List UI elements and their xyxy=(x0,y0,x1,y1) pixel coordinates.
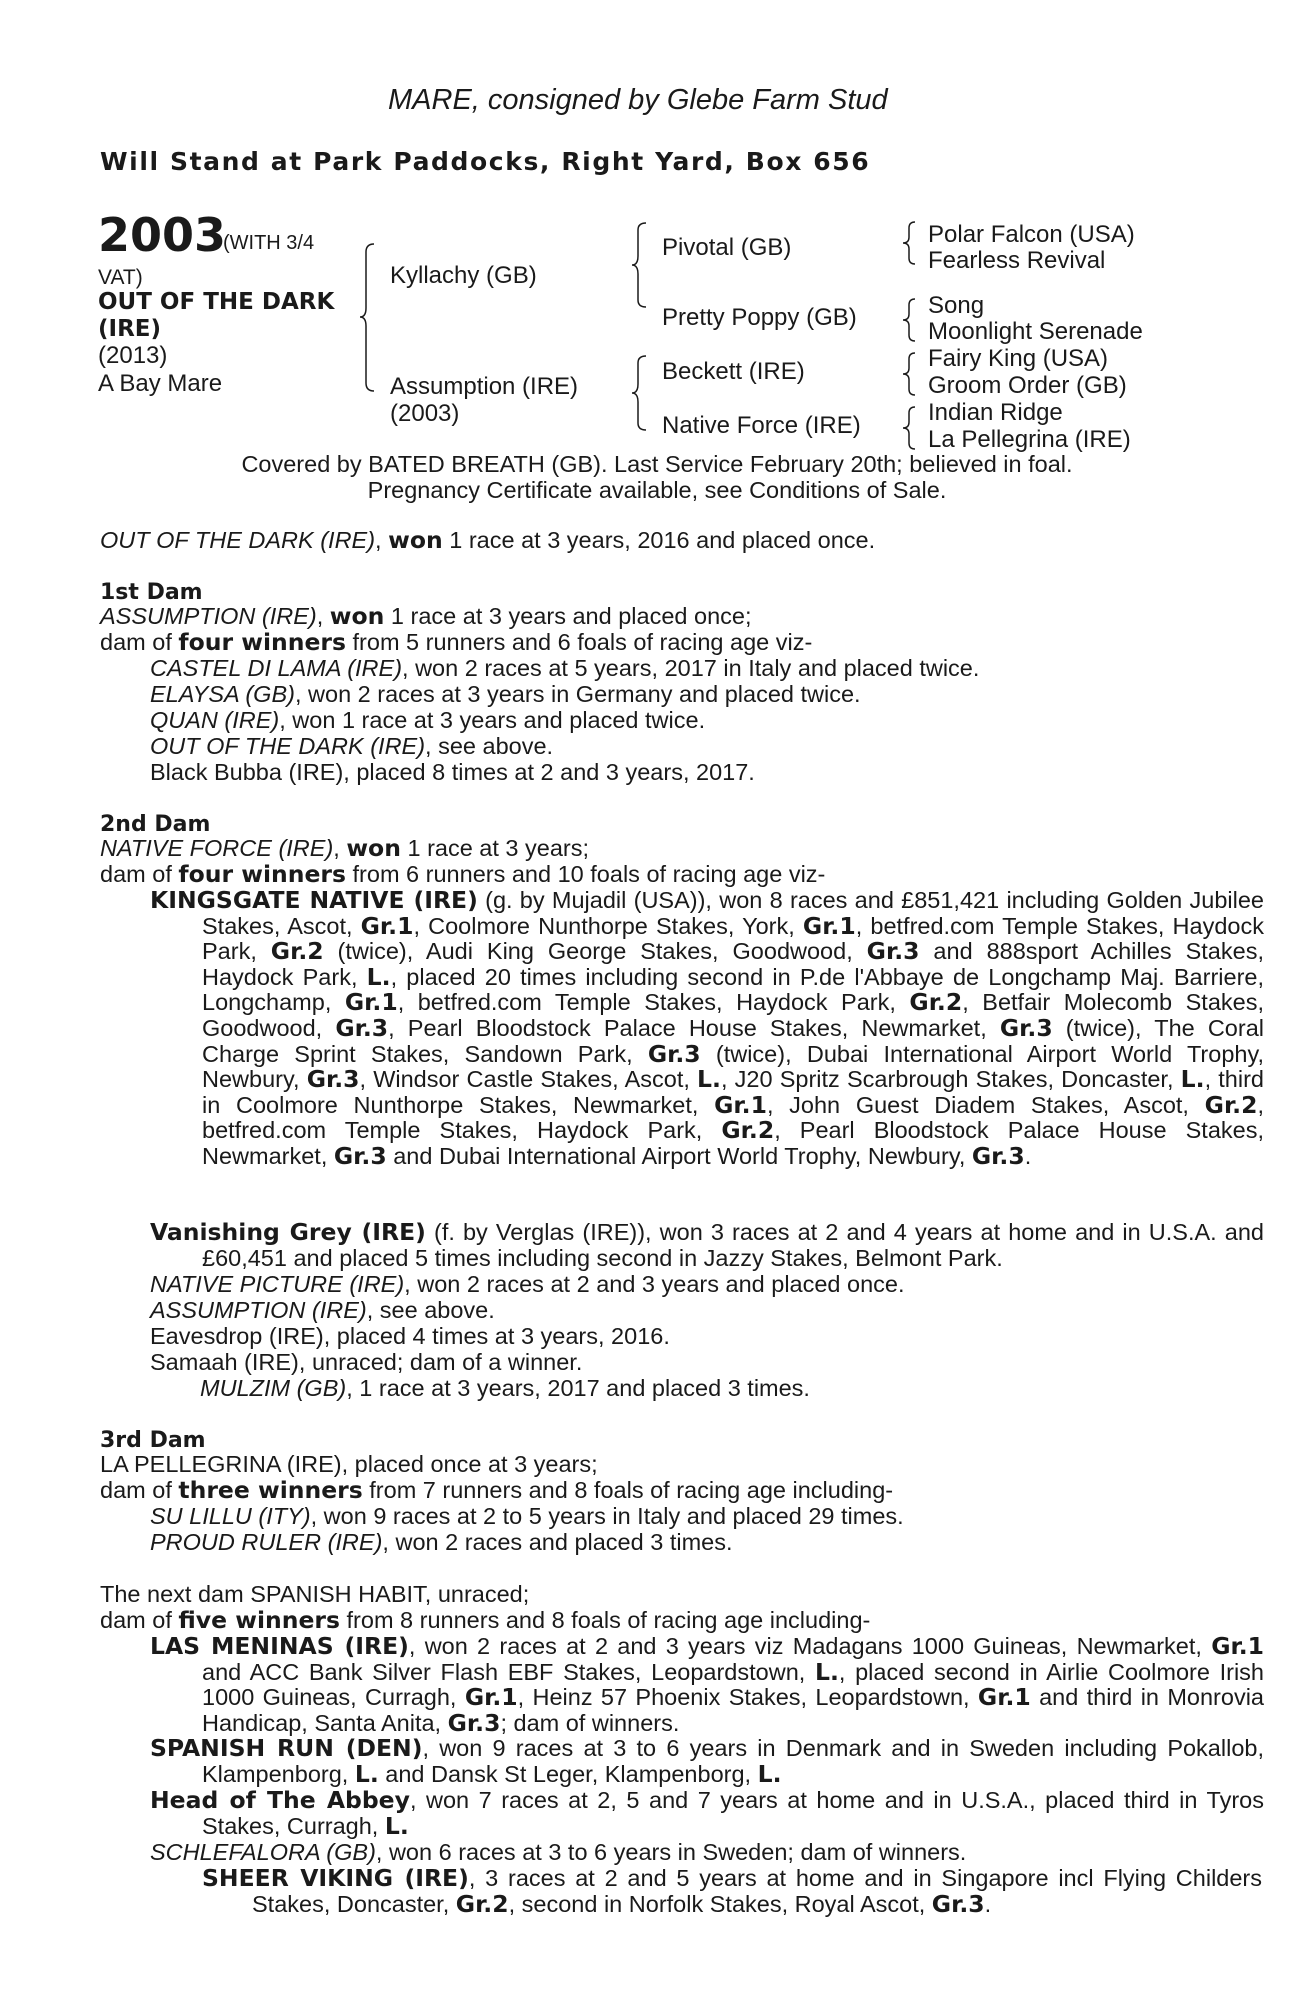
catalogue-title: MARE, consigned by Glebe Farm Stud xyxy=(388,84,888,116)
vat-note-cont: VAT) xyxy=(98,266,143,289)
pedigree-dam: Assumption (IRE) xyxy=(390,373,579,400)
pedigree-sdd: Moonlight Serenade xyxy=(928,318,1143,345)
foaling-year: 2003 xyxy=(98,208,227,262)
produce-record: , won 2 races and placed 3 times. xyxy=(382,1529,733,1555)
fourth-dam-produce-a: dam of xyxy=(100,1607,179,1633)
race-grade: Gr.1 xyxy=(360,911,414,940)
pedigree-sss: Polar Falcon (USA) xyxy=(928,221,1135,248)
produce-name: NATIVE PICTURE (IRE) xyxy=(150,1271,405,1297)
produce-item: Eavesdrop (IRE), placed 4 times at 3 years, 2016. xyxy=(150,1323,670,1349)
third-dam-produce-c: from 7 runners and 8 foals of racing age including- xyxy=(362,1477,894,1503)
produce-name: MULZIM (GB) xyxy=(200,1375,347,1401)
race-grade: Gr.1 xyxy=(1211,1632,1265,1660)
pedigree-bracket-sire xyxy=(632,220,652,310)
pedigree-bracket-ss xyxy=(903,219,919,267)
race-grade: Gr.2 xyxy=(721,1116,775,1145)
produce-item xyxy=(150,1530,733,1556)
pedigree-dsd: Groom Order (GB) xyxy=(928,372,1127,399)
race-text: and 888sport Achilles Stakes, Haydock Park, xyxy=(202,938,1264,990)
pedigree-sds: Song xyxy=(928,292,985,319)
race-text: and Dubai International Airport World Trophy, Newbury, xyxy=(386,1142,972,1169)
race-text: , John Guest Diadem Stakes, Ascot, xyxy=(766,1091,1205,1118)
race-grade: Gr.1 xyxy=(977,1683,1031,1712)
vanishing-grey-record: (f. by Verglas (IRE)), won 3 races at 2 and 4 years at home and in U.S.A. and £60,451 and placed 5 times including second in Jazzy Stakes, Belmont Park. xyxy=(202,1219,1264,1271)
first-dam-name: ASSUMPTION (IRE) xyxy=(100,603,317,629)
race-text: (g. by Mujadil (USA)), won 8 races and £851,421 including Golden Jubilee Stakes, Ascot, xyxy=(202,887,1264,939)
produce-record: , won 2 races at 5 years, 2017 in Italy and placed twice. xyxy=(402,655,980,681)
produce-record: , 1 race at 3 years, 2017 and placed 3 times. xyxy=(346,1375,810,1401)
race-text: , betfred.com Temple Stakes, Haydock Park, xyxy=(202,912,1264,965)
summary-rest: 1 race at 3 years, 2016 and placed once. xyxy=(442,527,876,553)
race-grade: L. xyxy=(366,962,391,991)
race-grade: Gr.3 xyxy=(306,1065,360,1094)
race-grade: Gr.3 xyxy=(931,1889,985,1918)
second-dam-produce-summary xyxy=(100,862,825,888)
race-grade: Gr.1 xyxy=(714,1090,767,1119)
race-text: , won 9 races at 3 to 6 years in Denmark and in Sweden including Pokallob, Klampenborg, xyxy=(202,1735,1264,1787)
second-dam-produce-a: dam of xyxy=(100,861,179,887)
second-dam-record: NATIVE FORCE (IRE), won 1 race at 3 years; xyxy=(100,834,590,862)
produce-name: SU LILLU (ITY) xyxy=(150,1503,311,1529)
vat-note: (WITH 3/4 xyxy=(223,232,315,254)
head-of-the-abbey-entry xyxy=(150,1788,1264,1839)
produce-item: Black Bubba (IRE), placed 8 times at 2 and 3 years, 2017. xyxy=(150,759,755,785)
second-dam-name: NATIVE FORCE (IRE) xyxy=(100,835,334,861)
race-text: , Pearl Bloodstock Palace House Stakes, Newmarket, xyxy=(388,1014,1000,1041)
head-of-the-abbey-name: Head of The Abbey xyxy=(150,1786,410,1814)
produce-name: ASSUMPTION (IRE) xyxy=(150,1297,367,1323)
race-grade: Gr.3 xyxy=(866,937,920,966)
second-dam-produce-winners: four winners xyxy=(178,860,346,888)
race-text: , placed second in Airlie Coolmore Irish 1000 Guineas, Curragh, xyxy=(202,1658,1264,1711)
race-text: , betfred.com Temple Stakes, Haydock Park, xyxy=(397,989,910,1016)
race-text: (twice), The Coral Charge Sprint Stakes, Sandown Park, xyxy=(202,1014,1264,1067)
produce-item xyxy=(150,1504,904,1530)
pedigree-ddd: La Pellegrina (IRE) xyxy=(928,426,1131,453)
race-grade: Gr.2 xyxy=(909,988,963,1017)
fourth-dam-record: The next dam SPANISH HABIT, unraced; xyxy=(100,1581,530,1607)
produce-record: , won 2 races at 2 and 3 years and placed once. xyxy=(404,1271,905,1297)
race-text: (twice), Audi King George Stakes, Goodwood, xyxy=(323,938,867,965)
race-text: , won 7 races at 2, 5 and 7 years at home and in U.S.A., placed third in Tyros Stakes, Curragh, xyxy=(202,1787,1265,1839)
race-grade: Gr.3 xyxy=(333,1141,387,1170)
race-text: , won 2 races at 2 and 3 years viz Madagans 1000 Guineas, Newmarket, xyxy=(408,1633,1212,1659)
sheer-viking-name: SHEER VIKING (IRE) xyxy=(202,1864,469,1892)
pedigree-bracket-sd xyxy=(903,296,919,344)
race-grade: L. xyxy=(354,1759,379,1788)
race-grade: Gr.1 xyxy=(464,1683,518,1712)
lot-summary: OUT OF THE DARK (IRE), won 1 race at 3 years, 2016 and placed once. xyxy=(100,526,876,554)
race-grade: Gr.3 xyxy=(999,1013,1053,1042)
lot-foaled-year: (2013) xyxy=(98,342,168,369)
produce-item xyxy=(150,1840,966,1866)
produce-name: QUAN (IRE) xyxy=(150,707,280,733)
race-text: , second in Norfolk Stakes, Royal Ascot, xyxy=(508,1890,932,1917)
race-text: , placed 20 times including second in P.de l'Abbaye de Longchamp Maj. Barriere, Longchamp, xyxy=(202,963,1264,1016)
race-grade: L. xyxy=(697,1065,721,1094)
race-grade: Gr.2 xyxy=(455,1889,509,1918)
sheer-viking-entry xyxy=(202,1866,1262,1917)
produce-record: , won 6 races at 3 to 6 years in Sweden; dam of winners. xyxy=(375,1839,967,1865)
third-dam-produce-a: dam of xyxy=(100,1477,179,1503)
pedigree-dds: Indian Ridge xyxy=(928,399,1063,426)
produce-item xyxy=(200,1376,810,1402)
produce-item: Samaah (IRE), unraced; dam of a winner. xyxy=(150,1349,583,1375)
produce-item xyxy=(150,734,553,760)
first-dam-record: ASSUMPTION (IRE), won 1 race at 3 years and placed once; xyxy=(100,602,752,630)
produce-name: ELAYSA (GB) xyxy=(150,681,295,707)
las-meninas-name: LAS MENINAS (IRE) xyxy=(150,1632,409,1660)
first-dam-produce-summary xyxy=(100,630,812,656)
race-text: ; dam of winners. xyxy=(500,1709,680,1736)
spanish-run-entry xyxy=(150,1736,1264,1787)
spanish-run-name: SPANISH RUN (DEN) xyxy=(150,1734,423,1762)
produce-record: , see above. xyxy=(425,733,554,759)
race-grade: Gr.3 xyxy=(335,1013,389,1042)
produce-name: OUT OF THE DARK (IRE) xyxy=(150,733,426,759)
pedigree-sire-sire: Pivotal (GB) xyxy=(662,234,792,261)
produce-item xyxy=(150,1298,495,1324)
pedigree-dam-sire: Beckett (IRE) xyxy=(662,358,805,385)
produce-name: CASTEL DI LAMA (IRE) xyxy=(150,655,403,681)
pedigree-dam-dam: Native Force (IRE) xyxy=(662,412,861,439)
first-dam-won: won xyxy=(329,602,385,630)
pedigree-bracket-dd xyxy=(903,404,919,452)
pedigree-bracket-ds xyxy=(903,350,919,398)
kingsgate-native-entry xyxy=(150,888,1264,1170)
race-text: , third in Coolmore Nunthorpe Stakes, Newmarket, xyxy=(202,1066,1264,1118)
lot-name: OUT OF THE DARK xyxy=(98,289,335,315)
summary-won: won xyxy=(388,526,443,554)
race-grade: L. xyxy=(1180,1065,1205,1094)
produce-item xyxy=(150,656,979,682)
first-dam-rest: 1 race at 3 years and placed once; xyxy=(384,603,752,629)
pedigree-dss: Fairy King (USA) xyxy=(928,345,1109,372)
race-grade: L. xyxy=(814,1657,839,1686)
race-text: , betfred.com Temple Stakes, Haydock Park, xyxy=(202,1091,1264,1144)
race-grade: Gr.2 xyxy=(1204,1090,1258,1119)
cover-note: Covered by BATED BREATH (GB). Last Service February 20th; believed in foal. xyxy=(241,451,1073,477)
race-text: . xyxy=(984,1890,992,1917)
first-dam-produce-c: from 5 runners and 6 foals of racing age viz- xyxy=(346,629,813,655)
pedigree-sire: Kyllachy (GB) xyxy=(390,262,537,289)
lot-name-suffix: (IRE) xyxy=(98,316,162,342)
produce-record: , see above. xyxy=(366,1297,495,1323)
third-dam-produce-winners: three winners xyxy=(178,1476,363,1504)
race-grade: Gr.1 xyxy=(802,911,856,940)
first-dam-produce-a: dam of xyxy=(100,629,179,655)
race-text: . xyxy=(1024,1142,1032,1169)
produce-item xyxy=(150,682,861,708)
first-dam-heading: 1st Dam xyxy=(100,580,203,605)
produce-record: , won 1 race at 3 years and placed twice. xyxy=(279,707,706,733)
race-text: (twice), Dubai International Airport World Trophy, Newbury, xyxy=(202,1040,1264,1093)
fourth-dam-produce-summary xyxy=(100,1608,870,1634)
fourth-dam-produce-winners: five winners xyxy=(178,1606,340,1634)
race-text: , J20 Spritz Scarbrough Stakes, Doncaster, xyxy=(720,1066,1181,1093)
race-text: , Pearl Bloodstock Palace House Stakes, Newmarket, xyxy=(202,1117,1264,1169)
produce-name: PROUD RULER (IRE) xyxy=(150,1529,383,1555)
pedigree-bracket-dam xyxy=(632,353,652,433)
kingsgate-native-name: KINGSGATE NATIVE (IRE) xyxy=(150,886,478,914)
second-dam-produce-c: from 6 runners and 10 foals of racing age viz- xyxy=(346,861,826,887)
summary-name: OUT OF THE DARK (IRE) xyxy=(100,527,376,553)
produce-item xyxy=(150,1272,905,1298)
third-dam-produce-summary xyxy=(100,1478,893,1504)
race-text: , Heinz 57 Phoenix Stakes, Leopardstown, xyxy=(517,1684,978,1711)
race-text: , 3 races at 2 and 5 years at home and in Singapore incl Flying Childers Stakes, Doncaster, xyxy=(252,1865,1263,1917)
second-dam-heading: 2nd Dam xyxy=(100,812,211,837)
pedigree-ssd: Fearless Revival xyxy=(928,247,1106,274)
fourth-dam-produce-c: from 8 runners and 8 foals of racing age including- xyxy=(339,1607,871,1633)
race-text: and third in Monrovia Handicap, Santa Anita, xyxy=(202,1684,1264,1736)
produce-name: SCHLEFALORA (GB) xyxy=(150,1839,376,1865)
race-grade: Gr.2 xyxy=(270,937,324,966)
race-text: and ACC Bank Silver Flash EBF Stakes, Leopardstown, xyxy=(202,1658,815,1685)
stand-location: Will Stand at Park Paddocks, Right Yard, Box 656 xyxy=(100,147,871,176)
second-dam-rest: 1 race at 3 years; xyxy=(400,835,590,861)
race-grade: Gr.3 xyxy=(447,1708,501,1737)
pregnancy-note: Pregnancy Certificate available, see Conditions of Sale. xyxy=(367,477,947,503)
produce-record: , won 9 races at 2 to 5 years in Italy and placed 29 times. xyxy=(310,1503,904,1529)
pedigree-dam-year: (2003) xyxy=(390,400,460,427)
pedigree-sire-dam: Pretty Poppy (GB) xyxy=(662,304,857,331)
produce-item xyxy=(150,708,705,734)
race-grade: L. xyxy=(384,1811,409,1840)
pedigree-bracket-main xyxy=(360,240,380,395)
produce-record: , won 2 races at 3 years in Germany and placed twice. xyxy=(294,681,861,707)
race-grade: Gr.1 xyxy=(344,988,398,1017)
second-dam-won: won xyxy=(346,834,401,862)
race-text: and Dansk St Leger, Klampenborg, xyxy=(378,1760,758,1787)
third-dam-record: LA PELLEGRINA (IRE), placed once at 3 years; xyxy=(100,1451,598,1477)
race-text: , Windsor Castle Stakes, Ascot, xyxy=(359,1066,698,1093)
lot-description: A Bay Mare xyxy=(98,370,223,397)
first-dam-produce-winners: four winners xyxy=(178,628,346,656)
race-grade: Gr.3 xyxy=(971,1141,1025,1170)
race-text: , Betfair Molecomb Stakes, Goodwood, xyxy=(202,989,1264,1041)
las-meninas-entry xyxy=(150,1634,1264,1736)
race-text: , Coolmore Nunthorpe Stakes, York, xyxy=(413,912,803,939)
race-grade: L. xyxy=(757,1759,782,1788)
kingsgate-native-record xyxy=(202,887,1264,1169)
vanishing-grey-name: Vanishing Grey (IRE) xyxy=(150,1218,426,1246)
vanishing-grey-entry xyxy=(150,1220,1264,1271)
third-dam-heading: 3rd Dam xyxy=(100,1428,206,1453)
race-grade: Gr.3 xyxy=(647,1039,701,1068)
